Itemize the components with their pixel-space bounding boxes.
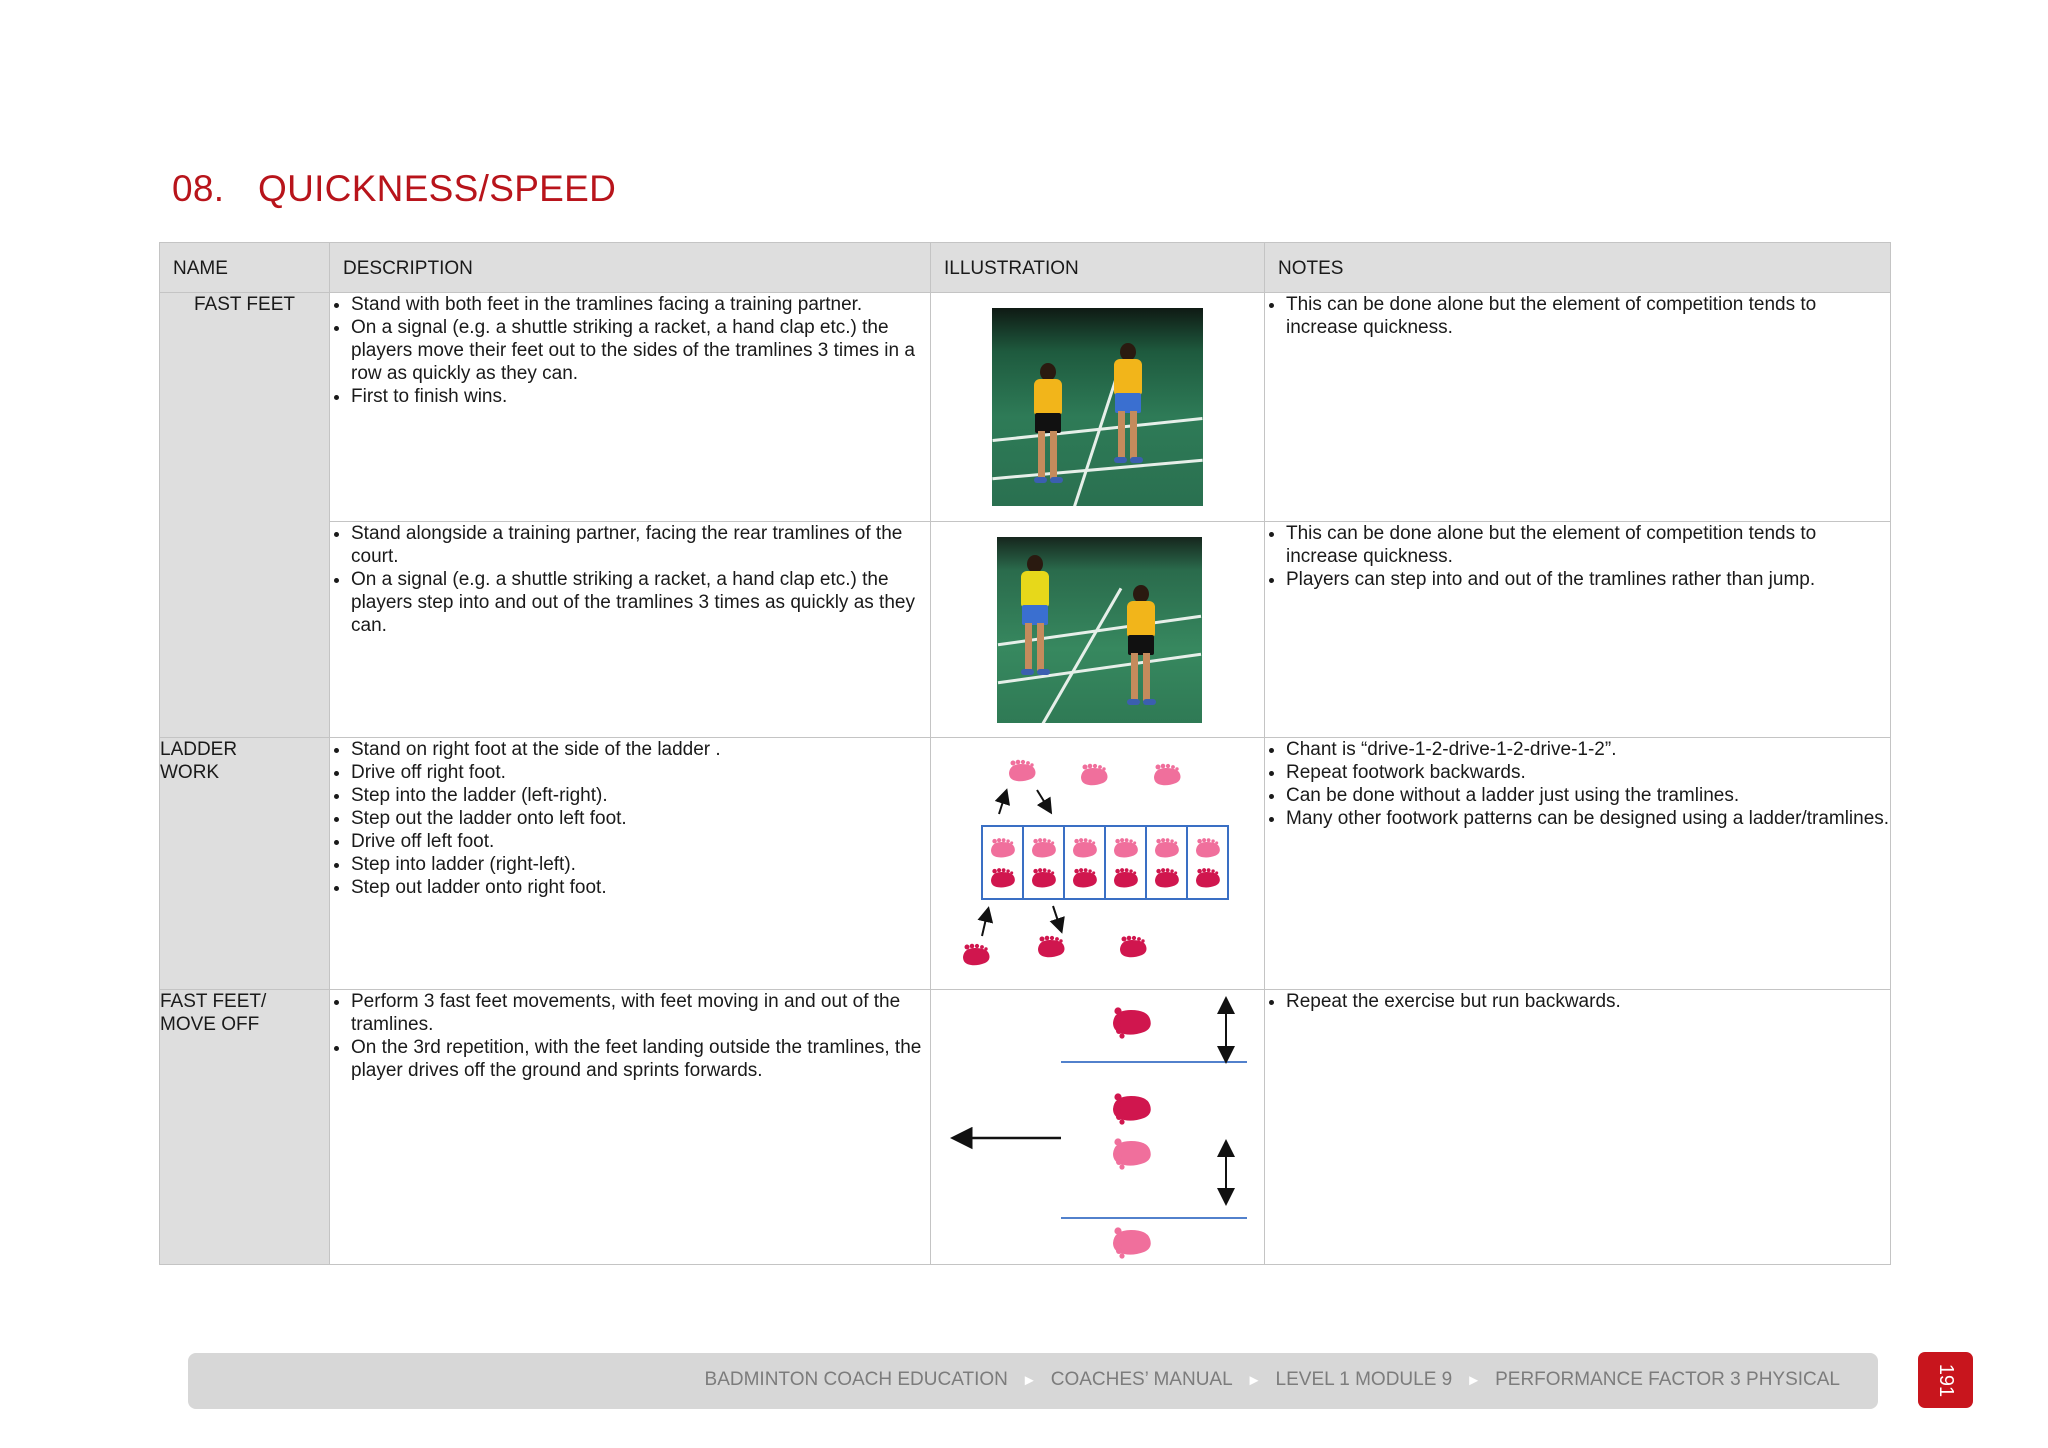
footprint-icon xyxy=(1154,764,1181,786)
footprint-icon xyxy=(1113,1007,1151,1038)
description-cell xyxy=(330,990,931,1265)
breadcrumb-arrow-icon: ► xyxy=(1246,1372,1262,1389)
table-row xyxy=(160,990,1891,1265)
list-item: • Stand alongside a training partner, facing the rear tramlines of the court. xyxy=(351,522,930,568)
footprint-icon xyxy=(1114,868,1138,887)
breadcrumb-item: BADMINTON COACH EDUCATION xyxy=(704,1369,1008,1390)
footprint-icon xyxy=(1155,838,1179,857)
list-item: • Repeat the exercise but run backwards. xyxy=(1286,990,1890,1013)
list-item: • Drive off left foot. xyxy=(351,830,930,853)
arrow-icon xyxy=(1053,906,1061,930)
illustration-cell xyxy=(931,522,1265,738)
drills-table xyxy=(159,242,1891,1265)
header-name: NAME xyxy=(160,243,330,293)
footprint-icon xyxy=(991,868,1015,887)
list-item: • Step into ladder (right-left). xyxy=(351,853,930,876)
list-item: • On a signal (e.g. a shuttle striking a racket, a hand clap etc.) the players move their feet out to the sides of the tramlines 3 times in a row as quickly as they can. xyxy=(351,316,930,385)
row-name-fast-feet-move-off xyxy=(160,990,330,1265)
list-item: • Chant is “drive-1-2-drive-1-2-drive-1-2”. xyxy=(1286,738,1890,761)
footprint-icon xyxy=(1032,838,1056,857)
notes-cell xyxy=(1265,990,1891,1265)
notes-cell xyxy=(1265,522,1891,738)
arrow-icon xyxy=(999,792,1006,814)
description-list xyxy=(330,522,930,637)
header-notes: NOTES xyxy=(1265,243,1891,293)
list-item: • On the 3rd repetition, with the feet landing outside the tramlines, the player drives off the ground and sprints forwards. xyxy=(351,1036,930,1082)
description-list xyxy=(330,738,930,899)
footprint-icon xyxy=(1032,868,1056,887)
row-name-ladder-work xyxy=(160,738,330,990)
illustration-cell xyxy=(931,293,1265,522)
description-cell xyxy=(330,293,931,522)
notes-list xyxy=(1265,293,1890,339)
table-row xyxy=(160,293,1891,522)
breadcrumb-item: COACHES’ MANUAL xyxy=(1050,1369,1233,1390)
illustration-cell xyxy=(931,990,1265,1265)
notes-cell xyxy=(1265,738,1891,990)
page-number: 191 xyxy=(1935,1363,1957,1397)
notes-list xyxy=(1265,522,1890,591)
illustration-cell xyxy=(931,738,1265,990)
list-item: • Step into the ladder (left-right). xyxy=(351,784,930,807)
list-item: • Players can step into and out of the tramlines rather than jump. xyxy=(1286,568,1890,591)
breadcrumb-item: LEVEL 1 MODULE 9 xyxy=(1275,1369,1453,1390)
footprint-icon xyxy=(1073,868,1097,887)
list-item: • Repeat footwork backwards. xyxy=(1286,761,1890,784)
footprint-icon xyxy=(1073,838,1097,857)
list-item: • Can be done without a ladder just using the tramlines. xyxy=(1286,784,1890,807)
list-item: • Drive off right foot. xyxy=(351,761,930,784)
notes-list xyxy=(1265,990,1890,1013)
section-number: 08. xyxy=(172,168,225,209)
section-title: QUICKNESS/SPEED xyxy=(258,168,617,209)
breadcrumb-item: PERFORMANCE FACTOR 3 PHYSICAL xyxy=(1495,1369,1840,1390)
description-list xyxy=(330,990,930,1082)
table-row xyxy=(160,738,1891,990)
footprint-icon xyxy=(1120,936,1147,958)
footprint-icon xyxy=(1038,936,1065,958)
list-item: • Stand on right foot at the side of the ladder . xyxy=(351,738,930,761)
header-illustration: ILLUSTRATION xyxy=(931,243,1265,293)
list-item: • This can be done alone but the element of competition tends to increase quickness. xyxy=(1286,293,1890,339)
description-list xyxy=(330,293,930,408)
footprint-icon xyxy=(1196,838,1220,857)
page-number-badge xyxy=(1918,1352,1973,1408)
footprint-icon xyxy=(1009,760,1036,782)
footer-breadcrumb-bar xyxy=(188,1353,1878,1409)
header-description: DESCRIPTION xyxy=(330,243,931,293)
table-row xyxy=(160,522,1891,738)
list-item: • Perform 3 fast feet movements, with feet moving in and out of the tramlines. xyxy=(351,990,930,1036)
list-item: • On a signal (e.g. a shuttle striking a racket, a hand clap etc.) the players step into and out of the tramlines 3 times as quickly as they can. xyxy=(351,568,930,637)
table-header-row xyxy=(160,243,1891,293)
description-cell xyxy=(330,738,931,990)
notes-list xyxy=(1265,738,1890,830)
row-name-label: LADDER xyxy=(160,739,238,760)
page-title xyxy=(172,168,616,210)
arrow-icon xyxy=(982,910,988,936)
court-photo-alongside-partner xyxy=(997,537,1202,723)
breadcrumb-arrow-icon: ► xyxy=(1021,1372,1037,1389)
breadcrumb-arrow-icon: ► xyxy=(1466,1372,1482,1389)
list-item: • This can be done alone but the element of competition tends to increase quickness. xyxy=(1286,522,1890,568)
footprint-icon xyxy=(1081,764,1108,786)
list-item: • Many other footwork patterns can be designed using a ladder/tramlines. xyxy=(1286,807,1890,830)
court-photo-facing-partner xyxy=(992,308,1203,506)
footprint-icon xyxy=(1113,1093,1151,1124)
ladder-footwork-diagram xyxy=(931,738,1265,990)
footprint-icon xyxy=(1155,868,1179,887)
list-item: • First to finish wins. xyxy=(351,385,930,408)
footprint-icon xyxy=(991,838,1015,857)
list-item: • Step out the ladder onto left foot. xyxy=(351,807,930,830)
row-name-label: WORK xyxy=(160,762,220,783)
notes-cell xyxy=(1265,293,1891,522)
arrow-icon xyxy=(1037,790,1050,811)
list-item: • Step out ladder onto right foot. xyxy=(351,876,930,899)
row-name-fast-feet xyxy=(160,293,330,738)
footprint-icon xyxy=(1113,1227,1151,1258)
breadcrumb xyxy=(705,1369,1840,1391)
row-name-label: FAST FEET xyxy=(193,294,295,315)
list-item: • Stand with both feet in the tramlines facing a training partner. xyxy=(351,293,930,316)
move-off-diagram xyxy=(931,990,1265,1265)
ladder-grid xyxy=(982,826,1228,899)
description-cell xyxy=(330,522,931,738)
footprint-icon xyxy=(1113,1138,1151,1169)
row-name-label: MOVE OFF xyxy=(160,1014,260,1035)
row-name-label: FAST FEET/ xyxy=(160,991,267,1012)
footprint-icon xyxy=(1114,838,1138,857)
footprint-icon xyxy=(1196,868,1220,887)
footprint-icon xyxy=(963,944,990,966)
